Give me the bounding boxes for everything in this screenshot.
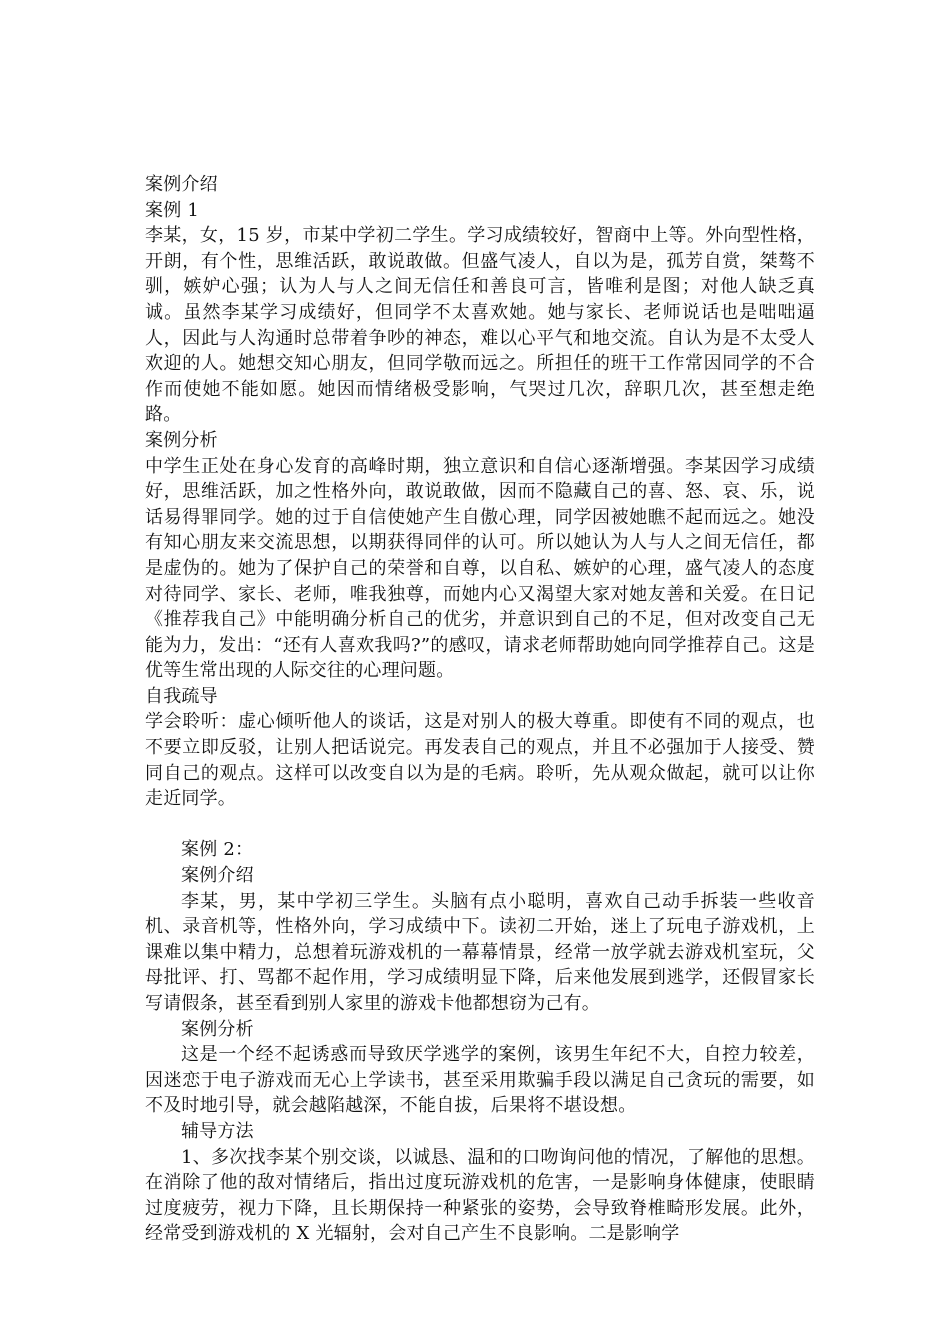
case-one-guidance-heading: 自我疏导 — [145, 685, 218, 707]
case-one-section — [145, 172, 815, 812]
case-two-intro-heading: 案例介绍 — [181, 865, 254, 887]
case-two-method-heading: 辅导方法 — [181, 1120, 254, 1142]
case-two-intro-paragraph: 李某，男，某中学初三学生。头脑有点小聪明，喜欢自己动手拆装一些收音机、录音机等，性格外向，学习成绩中下。读初二开始，迷上了玩电子游戏机，上课难以集中精力，总想着玩游戏机的一幕幕情景，经常一放学就去游戏机室玩，父母批评、打、骂都不起作用，学习成绩明显下降，后来他发展到逃学，还假冒家长写请假条，甚至看到别人家里的游戏卡他都想窃为己有。 — [145, 890, 815, 1014]
document-page — [145, 172, 815, 1247]
case-two-analysis-paragraph: 这是一个经不起诱惑而导致厌学逃学的案例，该男生年纪不大，自控力较差，因迷恋于电子游戏而无心上学读书，甚至采用欺骗手段以满足自己贪玩的需要，如不及时地引导，就会越陷越深，不能自拔，后果将不堪设想。 — [145, 1044, 815, 1117]
case-one-analysis-paragraph: 中学生正处在身心发育的高峰时期，独立意识和自信心逐渐增强。李某因学习成绩好，思维活跃，加之性格外向，敢说敢做，因而不隐藏自己的喜、怒、哀、乐，说话易得罪同学。她的过于自信使她产生自傲心理，同学因被她瞧不起而远之。她没有知心朋友来交流思想，以期获得同伴的认可。所以她认为人与人之间无信任，都是虚伪的。她为了保护自己的荣誉和自尊，以自私、嫉妒的心理，盛气凌人的态度对待同学、家长、老师，唯我独尊，而她内心又渴望大家对她友善和关爱。在日记《推荐我自己》中能明确分析自己的优劣，并意识到自己的不足，但对改变自己无能为力，发出：“还有人喜欢我吗?”的感叹，请求老师帮助她向同学推荐自己。这是优等生常出现的人际交往的心理问题。 — [145, 455, 815, 682]
case-one-analysis-heading: 案例分析 — [145, 429, 218, 451]
case-one-heading: 案例 1 — [145, 199, 199, 221]
case-one-intro-paragraph: 李某，女，15 岁，市某中学初二学生。学习成绩较好，智商中上等。外向型性格，开朗，有个性，思维活跃，敢说敢做。但盛气凌人，自以为是，孤芳自赏，桀骜不驯，嫉妒心强；认为人与人之间无信任和善良可言，皆唯利是图；对他人缺乏真诚。虽然李某学习成绩好，但同学不太喜欢她。她与家长、老师说话也是咄咄逼人，因此与人沟通时总带着争吵的神态，难以心平气和地交流。自认为是不太受人欢迎的人。她想交知心朋友，但同学敬而远之。所担任的班干工作常因同学的不合作而使她不能如愿。她因而情绪极受影响，气哭过几次，辞职几次，甚至想走绝路。 — [145, 225, 815, 426]
case-two-heading: 案例 2： — [181, 839, 254, 861]
case-two-method-paragraph: 1、多次找李某个别交谈，以诚恳、温和的口吻询问他的情况，了解他的思想。在消除了他的敌对情绪后，指出过度玩游戏机的危害，一是影响身体健康，使眼睛过度疲劳，视力下降，且长期保持一种紧张的姿势，会导致脊椎畸形发展。此外，经常受到游戏机的 X 光辐射，会对自己产生不良影响。二是影响学 — [145, 1146, 815, 1245]
case-two-analysis-heading: 案例分析 — [181, 1018, 254, 1040]
case-one-guidance-paragraph: 学会聆听：虚心倾听他人的谈话，这是对别人的极大尊重。即使有不同的观点，也不要立即反驳，让别人把话说完。再发表自己的观点，并且不必强加于人接受、赞同自己的观点。这样可以改变自以为是的毛病。聆听，先从观众做起，就可以让你走近同学。 — [145, 711, 815, 810]
case-one-intro-heading: 案例介绍 — [145, 174, 218, 195]
case-two-section — [145, 837, 815, 1247]
